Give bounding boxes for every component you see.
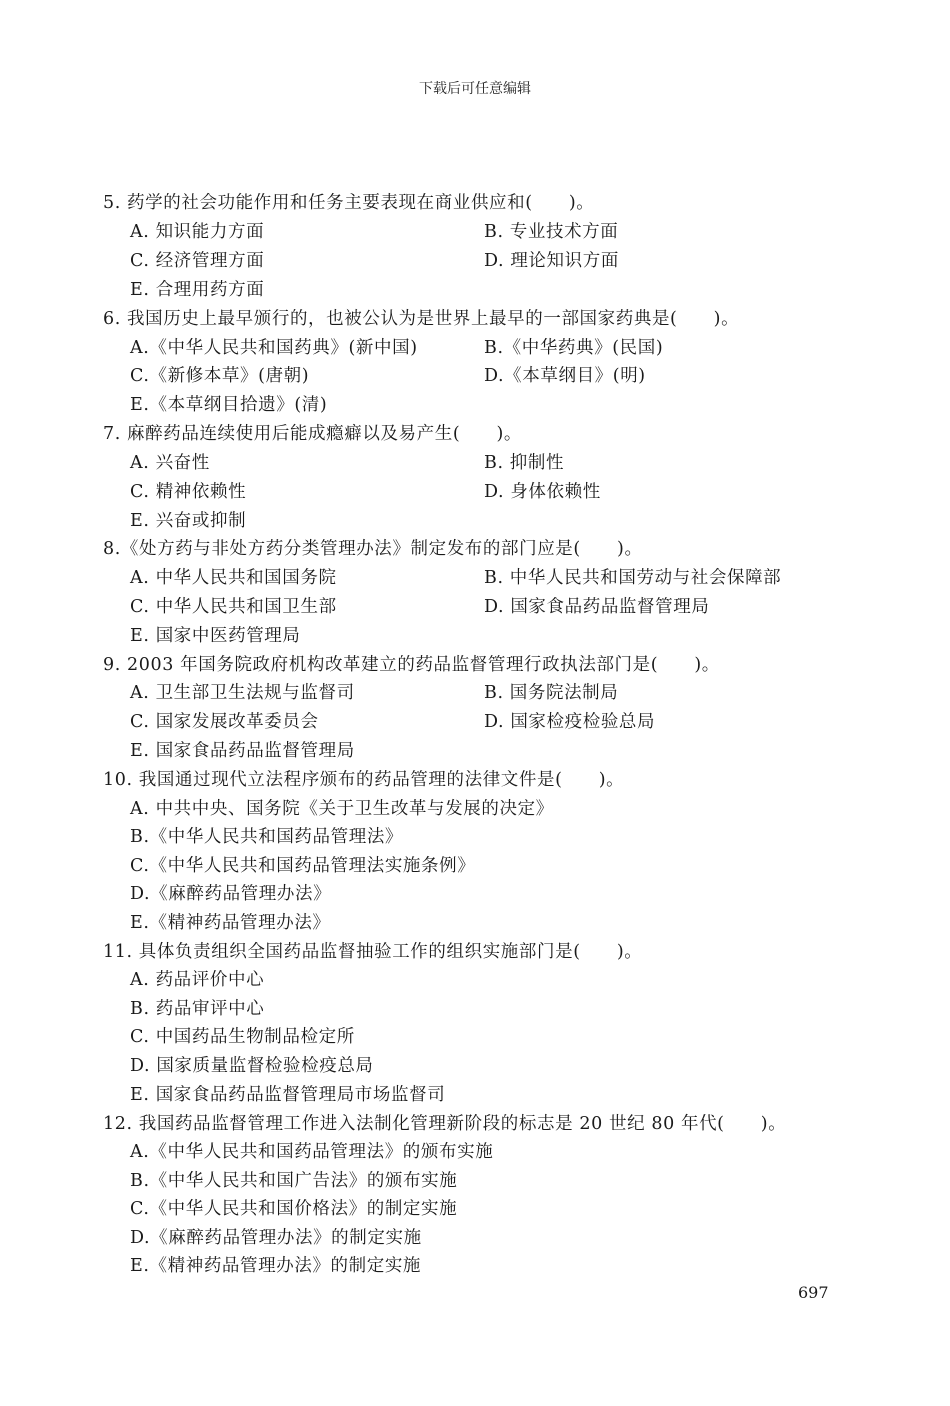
question-10-option-c: C.《中华人民共和国药品管理法实施条例》 [130,856,476,876]
question-12-option-a: A.《中华人民共和国药品管理法》的颁布实施 [130,1142,494,1162]
page-header: 下载后可任意编辑 [419,81,531,97]
question-10-option-e: E.《精神药品管理办法》 [130,913,331,933]
question-12-option-b: B.《中华人民共和国广告法》的颁布实施 [130,1171,458,1191]
page-number: 697 [798,1283,829,1302]
question-5-option-b: B. 专业技术方面 [484,222,619,242]
question-8-option-e: E. 国家中医药管理局 [130,626,301,646]
question-9-option-c: C. 国家发展改革委员会 [130,712,319,732]
question-8-option-b: B. 中华人民共和国劳动与社会保障部 [484,568,782,588]
question-5-stem: 5. 药学的社会功能作用和任务主要表现在商业供应和( )。 [103,193,595,213]
question-12-option-c: C.《中华人民共和国价格法》的制定实施 [130,1199,458,1219]
question-11-option-d: D. 国家质量监督检验检疫总局 [130,1056,374,1076]
question-11-stem: 11. 具体负责组织全国药品监督抽验工作的组织实施部门是( )。 [103,942,643,962]
question-6-option-e: E.《本草纲目拾遗》(清) [130,395,328,415]
question-12-option-d: D.《麻醉药品管理办法》的制定实施 [130,1228,422,1248]
question-5-option-e: E. 合理用药方面 [130,280,265,300]
question-11-option-c: C. 中国药品生物制品检定所 [130,1027,355,1047]
question-10-stem: 10. 我国通过现代立法程序颁布的药品管理的法律文件是( )。 [103,770,625,790]
question-11-option-a: A. 药品评价中心 [130,970,265,990]
question-6-stem: 6. 我国历史上最早颁行的，也被公认为是世界上最早的一部国家药典是( )。 [103,309,740,329]
question-10-option-b: B.《中华人民共和国药品管理法》 [130,827,404,847]
question-10-option-a: A. 中共中央、国务院《关于卫生改革与发展的决定》 [130,799,554,819]
question-8-stem: 8.《处方药与非处方药分类管理办法》制定发布的部门应是( )。 [103,539,643,559]
question-7-option-d: D. 身体依赖性 [484,482,601,502]
question-6-option-d: D.《本草纲目》(明) [484,366,646,386]
question-5-option-c: C. 经济管理方面 [130,251,265,271]
question-11-option-b: B. 药品审评中心 [130,999,265,1019]
question-6-option-a: A.《中华人民共和国药典》(新中国) [130,338,418,358]
question-7-option-e: E. 兴奋或抑制 [130,511,247,531]
question-9-stem: 9. 2003 年国务院政府机构改革建立的药品监督管理行政执法部门是( )。 [103,655,720,675]
question-7-stem: 7. 麻醉药品连续使用后能成瘾癖以及易产生( )。 [103,424,523,444]
question-8-option-d: D. 国家食品药品监督管理局 [484,597,710,617]
question-12-option-e: E.《精神药品管理办法》的制定实施 [130,1256,422,1276]
question-12-stem: 12. 我国药品监督管理工作进入法制化管理新阶段的标志是 20 世纪 80 年代( )。 [103,1114,787,1134]
question-9-option-d: D. 国家检疫检验总局 [484,712,656,732]
question-11-option-e: E. 国家食品药品监督管理局市场监督司 [130,1085,446,1105]
question-9-option-a: A. 卫生部卫生法规与监督司 [130,683,355,703]
question-5-option-a: A. 知识能力方面 [130,222,265,242]
question-9-option-b: B. 国务院法制局 [484,683,619,703]
question-6-option-b: B.《中华药典》(民国) [484,338,664,358]
question-5-option-d: D. 理论知识方面 [484,251,619,271]
question-6-option-c: C.《新修本草》(唐朝) [130,366,310,386]
question-7-option-c: C. 精神依赖性 [130,482,247,502]
question-7-option-b: B. 抑制性 [484,453,565,473]
question-10-option-d: D.《麻醉药品管理办法》 [130,884,332,904]
question-7-option-a: A. 兴奋性 [130,453,210,473]
question-8-option-a: A. 中华人民共和国国务院 [130,568,337,588]
question-9-option-e: E. 国家食品药品监督管理局 [130,741,355,761]
question-8-option-c: C. 中华人民共和国卫生部 [130,597,337,617]
